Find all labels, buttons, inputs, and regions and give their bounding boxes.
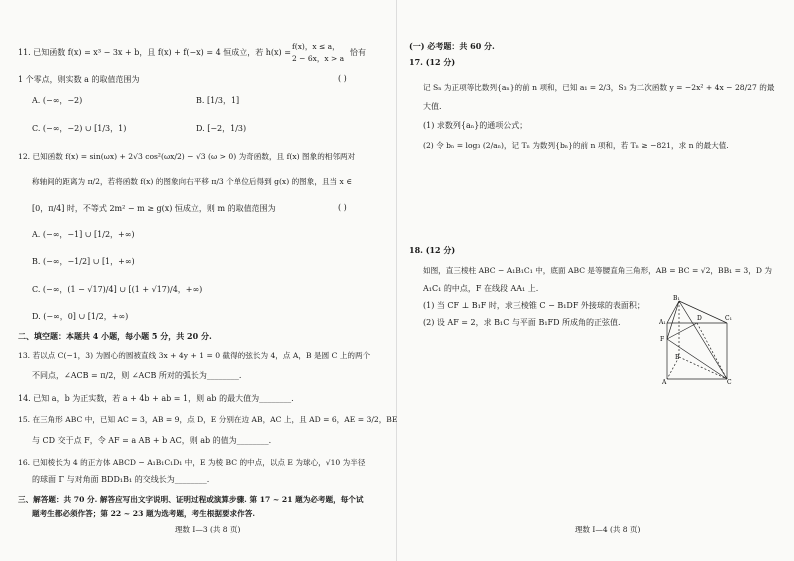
prism-figure bbox=[659, 293, 735, 385]
q11-option-a: A. (−∞，−2) bbox=[32, 96, 83, 105]
q18-part-2: (2) 设 AF = 2，求 B₁C 与平面 B₁FD 所成角的正弦值. bbox=[423, 318, 621, 327]
q13-line-b: 不同点，∠ACB = π/2，则 ∠ACB 所对的弧长为________. bbox=[32, 371, 242, 380]
q12-option-c: C. (−∞，(1 − √17)/4] ∪ [(1 + √17)/4，+∞) bbox=[32, 285, 203, 294]
label-b1: B₁ bbox=[673, 295, 680, 302]
q13-line-a: 13. 若以点 C(−1，3) 为圆心的圆被直线 3x + 4y + 1 = 0 截得的弦长为 4，点 A，B 是圆 C 上的两个 bbox=[18, 351, 371, 360]
section-2-heading: 二、填空题：本题共 4 小题，每小题 5 分，共 20 分. bbox=[18, 331, 212, 341]
q12-stem-a: 12. 已知函数 f(x) = sin(ωx) + 2√3 cos²(ωx/2) − √3 (ω > 0) 为奇函数，且 f(x) 图象的相邻两对 bbox=[18, 152, 356, 161]
q16-line-b: 的球面 Γ 与对角面 BDD₁B₁ 的交线长为________. bbox=[32, 475, 210, 484]
q17-part-2: (2) 令 bₙ = log₃ (2/aₙ)，记 Tₙ 为数列{bₙ}的前 n 项和，若 Tₙ ≥ −821，求 n 的最大值. bbox=[423, 141, 729, 150]
label-f: F bbox=[660, 336, 665, 343]
section-3-heading-b: 题考生都必须作答；第 22 ~ 23 题为选考题，考生根据要求作答. bbox=[32, 509, 255, 518]
q17-heading: 17. (12 分) bbox=[409, 57, 456, 67]
q15-line-b: 与 CD 交于点 F，令 AF = a AB + b AC，则 ab 的值为________. bbox=[32, 436, 272, 445]
left-page-footer: 理数 Ⅰ—3 (共 8 页) bbox=[175, 525, 241, 534]
q12-option-a: A. (−∞，−1] ∪ [1/2，+∞) bbox=[32, 230, 135, 239]
q11-stem-c: 1 个零点，则实数 a 的取值范围为 bbox=[18, 75, 140, 84]
q18-line-a: 如图，直三棱柱 ABC − A₁B₁C₁ 中，底面 ABC 是等腰直角三角形，AB = BC = √2，BB₁ = 3，D 为 bbox=[423, 266, 772, 275]
label-b: B bbox=[675, 354, 680, 361]
q17-line-a: 记 Sₙ 为正项等比数列{aₙ}的前 n 项和，已知 a₁ = 2/3，S₃ 为二次函数 y = −2x² + 4x − 28/27 的最 bbox=[423, 83, 775, 92]
q12-answer-paren: ( ) bbox=[338, 203, 347, 212]
q11-stem-b: 恰有 bbox=[350, 48, 366, 57]
label-a1: A₁ bbox=[659, 319, 666, 326]
q12-option-b: B. (−∞，−1/2] ∪ [1，+∞) bbox=[32, 257, 135, 266]
right-page bbox=[397, 0, 794, 561]
q14: 14. 已知 a，b 为正实数，若 a + 4b + ab = 1，则 ab 的最大值为________. bbox=[18, 394, 294, 403]
q18-part-1: (1) 当 CF ⊥ B₁F 时，求三棱锥 C − B₁DF 外接球的表面积； bbox=[423, 301, 645, 310]
q11-option-d: D. [−2，1/3) bbox=[196, 124, 247, 133]
q12-stem-b: 称轴间的距离为 π/2，若将函数 f(x) 的图象向右平移 π/3 个单位后得到 g(x) 的图象，且当 x ∈ bbox=[32, 177, 352, 186]
q18-heading: 18. (12 分) bbox=[409, 245, 456, 255]
q11-option-c: C. (−∞，−2) ∪ [1/3，1) bbox=[32, 124, 127, 133]
q17-line-b: 大值. bbox=[423, 102, 442, 111]
q11-stem-a: 11. 已知函数 f(x) = x³ − 3x + b，且 f(x) + f(−x) = 4 恒成立，若 h(x) = bbox=[18, 48, 291, 57]
label-c1: C₁ bbox=[725, 315, 732, 322]
q12-stem-c: [0，π/4] 时，不等式 2m² − m ≥ g(x) 恒成立，则 m 的取值范围为 bbox=[32, 204, 276, 213]
section-3-heading-a: 三、解答题：共 70 分. 解答应写出文字说明、证明过程或演算步骤. 第 17 ~ 21 题为必考题，每个试 bbox=[18, 495, 364, 504]
q12-option-d: D. (−∞，0] ∪ [1/2，+∞) bbox=[32, 312, 129, 321]
right-page-footer: 理数 Ⅰ—4 (共 8 页) bbox=[575, 525, 641, 534]
label-d: D bbox=[697, 315, 702, 322]
q11-piece-1: f(x)，x ≤ a， bbox=[292, 42, 340, 51]
q18-line-b: A₁C₁ 的中点，F 在线段 AA₁ 上. bbox=[423, 284, 539, 293]
q16-line-a: 16. 已知棱长为 4 的正方体 ABCD − A₁B₁C₁D₁ 中，E 为棱 BC 的中点，以点 E 为球心，√10 为半径 bbox=[18, 458, 366, 467]
q11-option-b: B. [1/3，1] bbox=[196, 96, 240, 105]
label-a: A bbox=[662, 379, 667, 385]
required-section-heading: (一) 必考题：共 60 分. bbox=[409, 41, 495, 51]
q15-line-a: 15. 在三角形 ABC 中，已知 AC = 3，AB = 9，点 D，E 分别在边 AB，AC 上，且 AD = 6，AE = 3/2，BE bbox=[18, 415, 398, 424]
q11-answer-paren: ( ) bbox=[338, 74, 347, 83]
label-c: C bbox=[727, 379, 732, 385]
q11-piece-2: 2 − 6x，x > a bbox=[292, 54, 345, 63]
q17-part-1: (1) 求数列{aₙ}的通项公式； bbox=[423, 121, 528, 130]
